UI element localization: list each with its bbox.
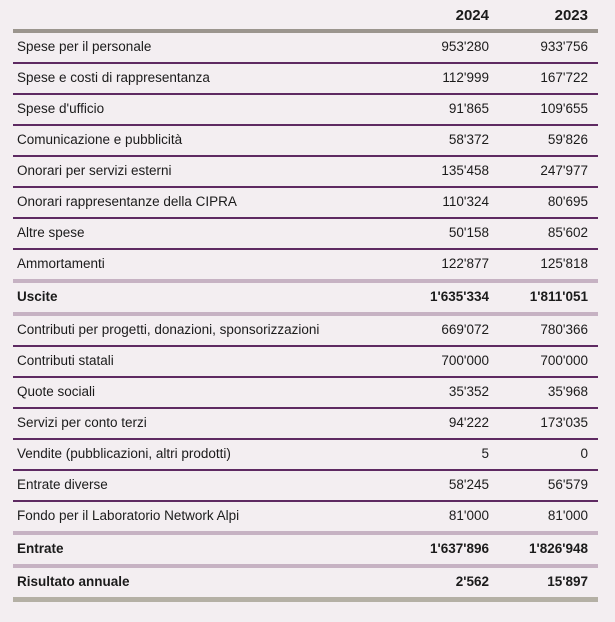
value-2024: 953'280 [441,39,489,54]
value-2024: 58'372 [448,132,489,147]
value-2023: 80'695 [547,194,588,209]
value-2024: 58'245 [448,477,489,492]
row-label: Onorari per servizi esterni [17,163,172,178]
table-row [13,125,598,156]
row-label: Entrate diverse [17,477,108,492]
value-2024: 135'458 [441,163,489,178]
table-row [13,63,598,94]
row-label: Altre spese [17,225,85,240]
value-2023: 1'811'051 [529,289,588,304]
value-2023: 780'366 [540,322,588,337]
row-label: Vendite (pubblicazioni, altri prodotti) [17,446,231,461]
value-2023: 1'826'948 [529,541,588,556]
row-label: Quote sociali [17,384,96,399]
value-2024: 669'072 [441,322,489,337]
total-row [13,566,598,600]
row-label: Ammortamenti [17,256,105,271]
row-label: Contributi per progetti, donazioni, sponsorizzazioni [17,322,320,337]
value-2024: 700'000 [441,353,489,368]
table-row [13,501,598,533]
column-header-2024: 2024 [455,7,489,24]
value-2024: 91'865 [448,101,489,116]
row-label: Onorari rappresentanze della CIPRA [17,194,237,209]
total-row [13,533,598,566]
row-label: Fondo per il Laboratorio Network Alpi [17,508,240,523]
value-2024: 81'000 [448,508,489,523]
table-row [13,408,598,439]
value-2023: 56'579 [547,477,588,492]
value-2024: 110'324 [442,194,489,209]
table-row [13,94,598,125]
row-label: Entrate [17,541,64,556]
table-row [13,346,598,377]
value-2023: 59'826 [547,132,588,147]
value-2024: 94'222 [448,415,489,430]
header-row [13,4,598,31]
table-row [13,249,598,281]
value-2023: 109'655 [540,101,588,116]
value-2023: 173'035 [540,415,588,430]
table-row [13,31,598,63]
row-label: Comunicazione e pubblicità [17,132,183,147]
table-row [13,314,598,346]
row-label: Spese per il personale [17,39,152,54]
financial-table [13,4,598,602]
value-2023: 35'968 [547,384,588,399]
value-2023: 15'897 [547,574,588,589]
row-label: Spese e costi di rappresentanza [17,70,210,85]
column-header-2023: 2023 [554,7,588,24]
value-2024: 50'158 [448,225,489,240]
row-label: Contributi statali [17,353,114,368]
row-label: Uscite [17,289,58,304]
table-row [13,218,598,249]
table-row [13,187,598,218]
table-row [13,439,598,470]
value-2023: 247'977 [540,163,588,178]
value-2023: 700'000 [540,353,588,368]
value-2023: 81'000 [547,508,588,523]
value-2024: 1'635'334 [430,289,489,304]
value-2023: 85'602 [547,225,588,240]
value-2024: 5 [481,446,489,461]
value-2023: 0 [580,446,588,461]
value-2024: 35'352 [448,384,489,399]
row-label: Spese d'ufficio [17,101,105,116]
table-row [13,470,598,501]
total-row [13,281,598,314]
header-spacer [13,4,399,31]
table-row [13,156,598,187]
value-2023: 167'722 [540,70,588,85]
value-2023: 933'756 [540,39,588,54]
value-2024: 2'562 [455,574,489,589]
table-row [13,377,598,408]
row-label: Risultato annuale [17,574,130,589]
table-body [13,31,598,600]
value-2024: 122'877 [441,256,489,271]
row-label: Servizi per conto terzi [17,415,147,430]
value-2024: 112'999 [442,70,489,85]
value-2024: 1'637'896 [430,541,489,556]
value-2023: 125'818 [540,256,588,271]
